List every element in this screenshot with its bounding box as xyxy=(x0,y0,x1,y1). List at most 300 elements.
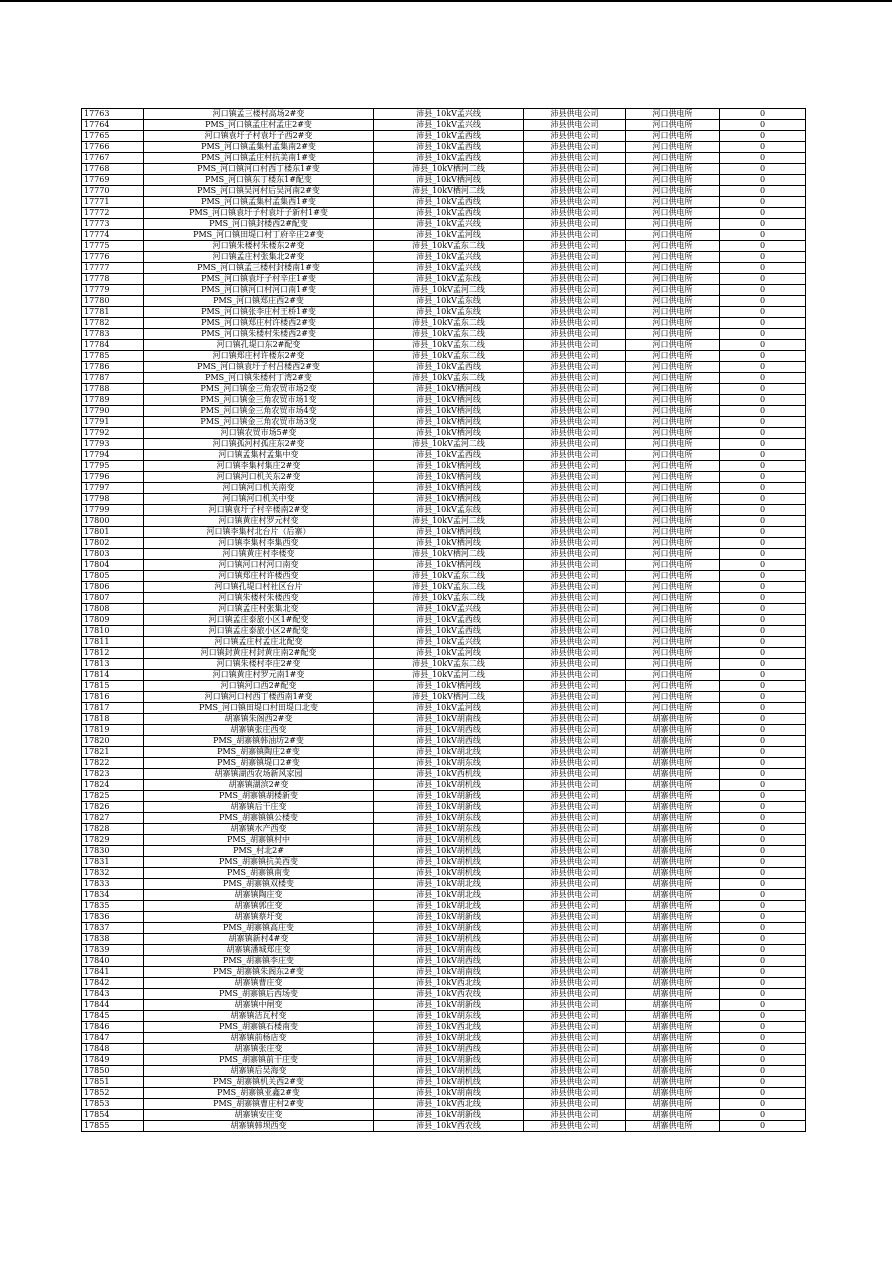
feeder-line-cell: 沛县_10kV孟兴线 xyxy=(374,263,524,274)
value-cell: 0 xyxy=(720,296,806,307)
station-cell: 河口供电所 xyxy=(626,406,720,417)
transformer-name-cell: PMS_河口镇朱楼村朱楼西2#变 xyxy=(144,329,374,340)
table-row xyxy=(82,956,806,967)
company-cell: 沛县供电公司 xyxy=(524,780,626,791)
value-cell: 0 xyxy=(720,769,806,780)
feeder-line-cell: 沛县_10kV孟东二线 xyxy=(374,241,524,252)
value-cell: 0 xyxy=(720,164,806,175)
table-row xyxy=(82,241,806,252)
value-cell: 0 xyxy=(720,703,806,714)
company-cell: 沛县供电公司 xyxy=(524,1099,626,1110)
transformer-name-cell: PMS_胡寨镇前干庄变 xyxy=(144,1055,374,1066)
transformer-name-cell: PMS_河口镇孟三楼村封楼南1#变 xyxy=(144,263,374,274)
feeder-line-cell: 沛县_10kV孟东二线 xyxy=(374,318,524,329)
value-cell: 0 xyxy=(720,219,806,230)
transformer-name-cell: 胡寨镇洁瓦村变 xyxy=(144,1011,374,1022)
table-row xyxy=(82,131,806,142)
value-cell: 0 xyxy=(720,329,806,340)
transformer-name-cell: 河口镇河口村西丁楼西南1#变 xyxy=(144,692,374,703)
table-row xyxy=(82,362,806,373)
value-cell: 0 xyxy=(720,560,806,571)
table-row xyxy=(82,967,806,978)
value-cell: 0 xyxy=(720,923,806,934)
row-id-cell: 17853 xyxy=(82,1099,144,1110)
station-cell: 河口供电所 xyxy=(626,285,720,296)
row-id-cell: 17769 xyxy=(82,175,144,186)
feeder-line-cell: 沛县_10kV孟兴线 xyxy=(374,604,524,615)
company-cell: 沛县供电公司 xyxy=(524,560,626,571)
feeder-line-cell: 沛县_10kV胡机线 xyxy=(374,868,524,879)
feeder-line-cell: 沛县_10kV胡南线 xyxy=(374,1088,524,1099)
station-cell: 河口供电所 xyxy=(626,516,720,527)
table-row xyxy=(82,1077,806,1088)
company-cell: 沛县供电公司 xyxy=(524,285,626,296)
feeder-line-cell: 沛县_10kV栖河线 xyxy=(374,560,524,571)
row-id-cell: 17805 xyxy=(82,571,144,582)
row-id-cell: 17806 xyxy=(82,582,144,593)
row-id-cell: 17768 xyxy=(82,164,144,175)
value-cell: 0 xyxy=(720,483,806,494)
table-row xyxy=(82,758,806,769)
station-cell: 河口供电所 xyxy=(626,472,720,483)
feeder-line-cell: 沛县_10kV胡机线 xyxy=(374,780,524,791)
company-cell: 沛县供电公司 xyxy=(524,1110,626,1121)
table-row xyxy=(82,252,806,263)
row-id-cell: 17764 xyxy=(82,120,144,131)
row-id-cell: 17839 xyxy=(82,945,144,956)
row-id-cell: 17813 xyxy=(82,659,144,670)
row-id-cell: 17834 xyxy=(82,890,144,901)
company-cell: 沛县供电公司 xyxy=(524,1011,626,1022)
transformer-name-cell: PMS_河口镇袁圩子村吕楼西2#变 xyxy=(144,362,374,373)
transformer-name-cell: 河口镇朱楼村朱楼西变 xyxy=(144,593,374,604)
row-id-cell: 17810 xyxy=(82,626,144,637)
value-cell: 0 xyxy=(720,384,806,395)
transformer-name-cell: 河口镇朱楼村李庄2#变 xyxy=(144,659,374,670)
row-id-cell: 17825 xyxy=(82,791,144,802)
company-cell: 沛县供电公司 xyxy=(524,945,626,956)
table-row xyxy=(82,1022,806,1033)
row-id-cell: 17793 xyxy=(82,439,144,450)
feeder-line-cell: 沛县_10kV栖河线 xyxy=(374,681,524,692)
value-cell: 0 xyxy=(720,890,806,901)
feeder-line-cell: 沛县_10kV西机线 xyxy=(374,769,524,780)
value-cell: 0 xyxy=(720,230,806,241)
company-cell: 沛县供电公司 xyxy=(524,989,626,1000)
table-row xyxy=(82,230,806,241)
transformer-name-cell: 河口镇李集村北台片（后寨） xyxy=(144,527,374,538)
value-cell: 0 xyxy=(720,846,806,857)
station-cell: 河口供电所 xyxy=(626,296,720,307)
transformer-name-cell: 河口镇袁圩子村辛楼南2#变 xyxy=(144,505,374,516)
company-cell: 沛县供电公司 xyxy=(524,450,626,461)
value-cell: 0 xyxy=(720,725,806,736)
value-cell: 0 xyxy=(720,615,806,626)
company-cell: 沛县供电公司 xyxy=(524,879,626,890)
row-id-cell: 17833 xyxy=(82,879,144,890)
value-cell: 0 xyxy=(720,1033,806,1044)
row-id-cell: 17848 xyxy=(82,1044,144,1055)
table-row xyxy=(82,637,806,648)
row-id-cell: 17788 xyxy=(82,384,144,395)
value-cell: 0 xyxy=(720,461,806,472)
station-cell: 河口供电所 xyxy=(626,153,720,164)
feeder-line-cell: 沛县_10kV栖河二线 xyxy=(374,692,524,703)
value-cell: 0 xyxy=(720,241,806,252)
station-cell: 河口供电所 xyxy=(626,494,720,505)
value-cell: 0 xyxy=(720,120,806,131)
company-cell: 沛县供电公司 xyxy=(524,472,626,483)
table-row xyxy=(82,824,806,835)
row-id-cell: 17777 xyxy=(82,263,144,274)
station-cell: 河口供电所 xyxy=(626,219,720,230)
transformer-name-cell: 河口镇孟庄泰旅小区2#配变 xyxy=(144,626,374,637)
transformer-name-cell: 河口镇袁圩子村袁圩子西2#变 xyxy=(144,131,374,142)
feeder-line-cell: 沛县_10kV孟河二线 xyxy=(374,285,524,296)
feeder-line-cell: 沛县_10kV胡东线 xyxy=(374,824,524,835)
row-id-cell: 17782 xyxy=(82,318,144,329)
table-row xyxy=(82,406,806,417)
feeder-line-cell: 沛县_10kV胡西线 xyxy=(374,736,524,747)
row-id-cell: 17847 xyxy=(82,1033,144,1044)
row-id-cell: 17765 xyxy=(82,131,144,142)
transformer-name-cell: PMS_河口镇袁圩子村辛庄1#变 xyxy=(144,274,374,285)
feeder-line-cell: 沛县_10kV栖河二线 xyxy=(374,186,524,197)
table-row xyxy=(82,769,806,780)
row-id-cell: 17850 xyxy=(82,1066,144,1077)
station-cell: 胡寨供电所 xyxy=(626,868,720,879)
value-cell: 0 xyxy=(720,1044,806,1055)
station-cell: 河口供电所 xyxy=(626,571,720,582)
company-cell: 沛县供电公司 xyxy=(524,901,626,912)
table-row xyxy=(82,1011,806,1022)
feeder-line-cell: 沛县_10kV胡西线 xyxy=(374,1044,524,1055)
row-id-cell: 17790 xyxy=(82,406,144,417)
feeder-line-cell: 沛县_10kV胡新线 xyxy=(374,923,524,934)
station-cell: 河口供电所 xyxy=(626,395,720,406)
station-cell: 胡寨供电所 xyxy=(626,1110,720,1121)
feeder-line-cell: 沛县_10kV孟东二线 xyxy=(374,340,524,351)
transformer-name-cell: 河口镇孔堤口村社区台片 xyxy=(144,582,374,593)
table-row xyxy=(82,142,806,153)
company-cell: 沛县供电公司 xyxy=(524,835,626,846)
station-cell: 河口供电所 xyxy=(626,428,720,439)
feeder-line-cell: 沛县_10kV孟东线 xyxy=(374,505,524,516)
transformer-name-cell: PMS_河口镇孟庄村孟庄2#变 xyxy=(144,120,374,131)
row-id-cell: 17842 xyxy=(82,978,144,989)
station-cell: 河口供电所 xyxy=(626,417,720,428)
transformer-name-cell: PMS_胡寨镇后西场变 xyxy=(144,989,374,1000)
station-cell: 河口供电所 xyxy=(626,637,720,648)
feeder-line-cell: 沛县_10kV孟西线 xyxy=(374,450,524,461)
feeder-line-cell: 沛县_10kV孟东线 xyxy=(374,296,524,307)
station-cell: 胡寨供电所 xyxy=(626,901,720,912)
table-row xyxy=(82,791,806,802)
table-row xyxy=(82,450,806,461)
company-cell: 沛县供电公司 xyxy=(524,670,626,681)
feeder-line-cell: 沛县_10kV栖河线 xyxy=(374,472,524,483)
feeder-line-cell: 沛县_10kV栖河线 xyxy=(374,175,524,186)
table-row xyxy=(82,912,806,923)
station-cell: 胡寨供电所 xyxy=(626,967,720,978)
company-cell: 沛县供电公司 xyxy=(524,813,626,824)
feeder-line-cell: 沛县_10kV胡东线 xyxy=(374,758,524,769)
table-row xyxy=(82,351,806,362)
company-cell: 沛县供电公司 xyxy=(524,769,626,780)
transformer-name-cell: PMS_河口镇张李庄村王桥1#变 xyxy=(144,307,374,318)
table-row xyxy=(82,978,806,989)
table-row xyxy=(82,274,806,285)
feeder-line-cell: 沛县_10kV西北线 xyxy=(374,1099,524,1110)
table-row xyxy=(82,593,806,604)
company-cell: 沛县供电公司 xyxy=(524,1121,626,1132)
station-cell: 河口供电所 xyxy=(626,142,720,153)
table-row xyxy=(82,1121,806,1132)
row-id-cell: 17774 xyxy=(82,230,144,241)
row-id-cell: 17809 xyxy=(82,615,144,626)
table-row xyxy=(82,186,806,197)
transformer-name-cell: PMS_河口镇金三角农贸市场1变 xyxy=(144,395,374,406)
feeder-line-cell: 沛县_10kV胡南线 xyxy=(374,945,524,956)
transformer-name-cell: PMS_胡寨镇堤口2#变 xyxy=(144,758,374,769)
feeder-line-cell: 沛县_10kV孟河线 xyxy=(374,230,524,241)
station-cell: 河口供电所 xyxy=(626,263,720,274)
company-cell: 沛县供电公司 xyxy=(524,868,626,879)
feeder-line-cell: 沛县_10kV孟西线 xyxy=(374,197,524,208)
company-cell: 沛县供电公司 xyxy=(524,846,626,857)
company-cell: 沛县供电公司 xyxy=(524,527,626,538)
company-cell: 沛县供电公司 xyxy=(524,483,626,494)
feeder-line-cell: 沛县_10kV胡东线 xyxy=(374,813,524,824)
row-id-cell: 17801 xyxy=(82,527,144,538)
value-cell: 0 xyxy=(720,516,806,527)
table-row xyxy=(82,725,806,736)
table-row xyxy=(82,1110,806,1121)
row-id-cell: 17781 xyxy=(82,307,144,318)
row-id-cell: 17789 xyxy=(82,395,144,406)
feeder-line-cell: 沛县_10kV胡新线 xyxy=(374,802,524,813)
transformer-name-cell: PMS_河口镇孟庄村抗美南1#变 xyxy=(144,153,374,164)
transformer-name-cell: PMS_河口镇金三角农贸市场4变 xyxy=(144,406,374,417)
row-id-cell: 17818 xyxy=(82,714,144,725)
value-cell: 0 xyxy=(720,670,806,681)
feeder-line-cell: 沛县_10kV孟东二线 xyxy=(374,593,524,604)
transformer-name-cell: 胡寨镇朱阁西2#变 xyxy=(144,714,374,725)
table-row xyxy=(82,582,806,593)
transformer-name-cell: PMS_河口镇孟集村孟集西1#变 xyxy=(144,197,374,208)
row-id-cell: 17798 xyxy=(82,494,144,505)
company-cell: 沛县供电公司 xyxy=(524,461,626,472)
company-cell: 沛县供电公司 xyxy=(524,648,626,659)
station-cell: 河口供电所 xyxy=(626,450,720,461)
feeder-line-cell: 沛县_10kV孟东二线 xyxy=(374,659,524,670)
feeder-line-cell: 沛县_10kV孟东二线 xyxy=(374,351,524,362)
value-cell: 0 xyxy=(720,1011,806,1022)
table-row xyxy=(82,340,806,351)
table-row xyxy=(82,802,806,813)
value-cell: 0 xyxy=(720,1077,806,1088)
station-cell: 胡寨供电所 xyxy=(626,725,720,736)
company-cell: 沛县供电公司 xyxy=(524,703,626,714)
row-id-cell: 17827 xyxy=(82,813,144,824)
transformer-name-cell: PMS_河口镇朱楼村丁湾2#变 xyxy=(144,373,374,384)
company-cell: 沛县供电公司 xyxy=(524,824,626,835)
row-id-cell: 17840 xyxy=(82,956,144,967)
transformer-name-cell: PMS_胡寨镇机关西2#变 xyxy=(144,1077,374,1088)
feeder-line-cell: 沛县_10kV孟河二线 xyxy=(374,516,524,527)
row-id-cell: 17814 xyxy=(82,670,144,681)
company-cell: 沛县供电公司 xyxy=(524,175,626,186)
value-cell: 0 xyxy=(720,824,806,835)
company-cell: 沛县供电公司 xyxy=(524,549,626,560)
transformer-name-cell: 河口镇李集村集庄2#变 xyxy=(144,461,374,472)
table-row xyxy=(82,505,806,516)
company-cell: 沛县供电公司 xyxy=(524,747,626,758)
transformer-name-cell: 河口镇农贸市场5#变 xyxy=(144,428,374,439)
row-id-cell: 17799 xyxy=(82,505,144,516)
station-cell: 胡寨供电所 xyxy=(626,802,720,813)
station-cell: 胡寨供电所 xyxy=(626,956,720,967)
row-id-cell: 17854 xyxy=(82,1110,144,1121)
feeder-line-cell: 沛县_10kV孟东线 xyxy=(374,307,524,318)
company-cell: 沛县供电公司 xyxy=(524,1022,626,1033)
transformer-name-cell: PMS_胡寨镇高庄变 xyxy=(144,923,374,934)
row-id-cell: 17837 xyxy=(82,923,144,934)
station-cell: 河口供电所 xyxy=(626,373,720,384)
value-cell: 0 xyxy=(720,758,806,769)
row-id-cell: 17785 xyxy=(82,351,144,362)
table-row xyxy=(82,626,806,637)
table-row xyxy=(82,483,806,494)
transformer-name-cell: PMS_河口镇郑庄西2#变 xyxy=(144,296,374,307)
value-cell: 0 xyxy=(720,186,806,197)
feeder-line-cell: 沛县_10kV孟东二线 xyxy=(374,329,524,340)
value-cell: 0 xyxy=(720,472,806,483)
table-row xyxy=(82,780,806,791)
feeder-line-cell: 沛县_10kV胡机线 xyxy=(374,1077,524,1088)
feeder-line-cell: 沛县_10kV胡西线 xyxy=(374,725,524,736)
row-id-cell: 17819 xyxy=(82,725,144,736)
station-cell: 河口供电所 xyxy=(626,208,720,219)
company-cell: 沛县供电公司 xyxy=(524,615,626,626)
station-cell: 胡寨供电所 xyxy=(626,890,720,901)
value-cell: 0 xyxy=(720,439,806,450)
company-cell: 沛县供电公司 xyxy=(524,153,626,164)
transformer-name-cell: 胡寨镇后干庄变 xyxy=(144,802,374,813)
company-cell: 沛县供电公司 xyxy=(524,758,626,769)
row-id-cell: 17803 xyxy=(82,549,144,560)
value-cell: 0 xyxy=(720,1066,806,1077)
feeder-line-cell: 沛县_10kV栖河二线 xyxy=(374,164,524,175)
table-row xyxy=(82,923,806,934)
table-row xyxy=(82,615,806,626)
station-cell: 胡寨供电所 xyxy=(626,1077,720,1088)
row-id-cell: 17808 xyxy=(82,604,144,615)
company-cell: 沛县供电公司 xyxy=(524,736,626,747)
transformer-name-cell: 河口镇河口西2#配变 xyxy=(144,681,374,692)
table-row xyxy=(82,538,806,549)
company-cell: 沛县供电公司 xyxy=(524,296,626,307)
value-cell: 0 xyxy=(720,945,806,956)
value-cell: 0 xyxy=(720,593,806,604)
station-cell: 胡寨供电所 xyxy=(626,747,720,758)
company-cell: 沛县供电公司 xyxy=(524,351,626,362)
station-cell: 胡寨供电所 xyxy=(626,1099,720,1110)
station-cell: 河口供电所 xyxy=(626,252,720,263)
feeder-line-cell: 沛县_10kV栖河线 xyxy=(374,395,524,406)
value-cell: 0 xyxy=(720,142,806,153)
row-id-cell: 17823 xyxy=(82,769,144,780)
table-row xyxy=(82,1033,806,1044)
table-row xyxy=(82,747,806,758)
value-cell: 0 xyxy=(720,197,806,208)
value-cell: 0 xyxy=(720,318,806,329)
company-cell: 沛县供电公司 xyxy=(524,494,626,505)
transformer-name-cell: PMS_河口镇田堤口村丁府辛庄2#变 xyxy=(144,230,374,241)
station-cell: 胡寨供电所 xyxy=(626,1088,720,1099)
transformer-name-cell: PMS_胡寨镇曹庄村2#变 xyxy=(144,1099,374,1110)
station-cell: 胡寨供电所 xyxy=(626,934,720,945)
value-cell: 0 xyxy=(720,879,806,890)
value-cell: 0 xyxy=(720,538,806,549)
row-id-cell: 17796 xyxy=(82,472,144,483)
transformer-name-cell: PMS_胡寨镇抗美西变 xyxy=(144,857,374,868)
value-cell: 0 xyxy=(720,1055,806,1066)
transformer-name-cell: 胡寨镇湖滨2#变 xyxy=(144,780,374,791)
transformer-name-cell: PMS_胡寨镇南变 xyxy=(144,868,374,879)
value-cell: 0 xyxy=(720,208,806,219)
value-cell: 0 xyxy=(720,307,806,318)
station-cell: 胡寨供电所 xyxy=(626,1011,720,1022)
value-cell: 0 xyxy=(720,1099,806,1110)
transformer-name-cell: 河口镇黄庄村罗元村变 xyxy=(144,516,374,527)
transformer-name-cell: 河口镇河口机关中变 xyxy=(144,494,374,505)
company-cell: 沛县供电公司 xyxy=(524,857,626,868)
row-id-cell: 17792 xyxy=(82,428,144,439)
value-cell: 0 xyxy=(720,978,806,989)
station-cell: 胡寨供电所 xyxy=(626,1121,720,1132)
transformer-name-cell: PMS_河口镇金三角农贸市场3变 xyxy=(144,417,374,428)
value-cell: 0 xyxy=(720,857,806,868)
feeder-line-cell: 沛县_10kV胡北线 xyxy=(374,901,524,912)
feeder-line-cell: 沛县_10kV栖河线 xyxy=(374,384,524,395)
station-cell: 河口供电所 xyxy=(626,626,720,637)
transformer-name-cell: PMS_河口镇郑庄村许楼西2#变 xyxy=(144,318,374,329)
row-id-cell: 17835 xyxy=(82,901,144,912)
station-cell: 河口供电所 xyxy=(626,230,720,241)
row-id-cell: 17826 xyxy=(82,802,144,813)
transformer-name-cell: 胡寨镇潘城郑庄变 xyxy=(144,945,374,956)
transformer-name-cell: 胡寨镇安庄变 xyxy=(144,1110,374,1121)
transformer-name-cell: 河口镇黄庄村李楼变 xyxy=(144,549,374,560)
value-cell: 0 xyxy=(720,362,806,373)
station-cell: 河口供电所 xyxy=(626,549,720,560)
station-cell: 胡寨供电所 xyxy=(626,945,720,956)
transformer-name-cell: PMS_河口镇吴河村后吴河南2#变 xyxy=(144,186,374,197)
table-row xyxy=(82,329,806,340)
row-id-cell: 17767 xyxy=(82,153,144,164)
row-id-cell: 17816 xyxy=(82,692,144,703)
value-cell: 0 xyxy=(720,549,806,560)
station-cell: 胡寨供电所 xyxy=(626,1022,720,1033)
row-id-cell: 17786 xyxy=(82,362,144,373)
value-cell: 0 xyxy=(720,813,806,824)
table-row xyxy=(82,813,806,824)
page-top-border xyxy=(0,0,892,2)
value-cell: 0 xyxy=(720,956,806,967)
table-row xyxy=(82,439,806,450)
table-row xyxy=(82,175,806,186)
